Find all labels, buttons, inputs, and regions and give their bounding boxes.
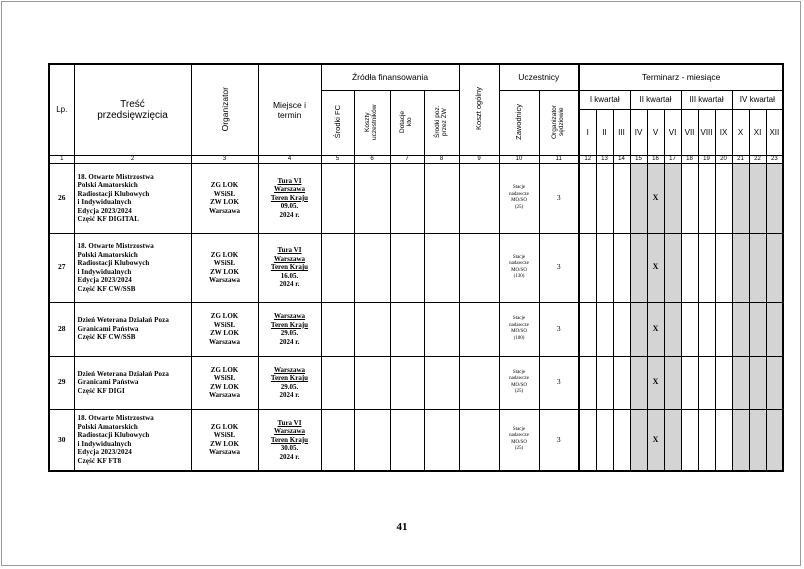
row-tresc-line: Edycja 2023/2024 xyxy=(77,276,132,284)
row-lp: 26 xyxy=(49,163,74,233)
header-month: X xyxy=(732,109,749,155)
row-month-cell xyxy=(596,409,613,471)
row-tresc-line: Polski Amatorskich xyxy=(77,422,138,431)
row-organizator-line: ZW LOK xyxy=(210,329,239,337)
row-zawodnicy xyxy=(499,356,539,409)
row-miejsce-line: Tura VI xyxy=(277,246,302,255)
row-organizator-line: WSiSŁ xyxy=(213,189,236,198)
row-month-cell xyxy=(715,356,732,409)
row-tresc-line: 18. Otwarte Mistrzostwa xyxy=(77,242,154,250)
row-empty-cell xyxy=(321,356,354,409)
header-dotacje-label: Dotacje kto xyxy=(399,110,413,133)
header-lp: Lp. xyxy=(49,64,74,155)
row-month-cell xyxy=(613,356,630,409)
row-miejsce xyxy=(258,356,321,409)
row-zawodnicy xyxy=(499,163,539,233)
column-number: 7 xyxy=(390,155,424,163)
row-organizator xyxy=(191,302,258,356)
row-zawodnicy xyxy=(499,409,539,471)
row-month-cell xyxy=(630,233,647,302)
row-miejsce-line: Teren Kraju xyxy=(270,320,309,329)
row-zawodnicy-line: MO/SO xyxy=(511,329,527,334)
row-month-cell xyxy=(630,409,647,471)
row-miejsce-line: 2024 r. xyxy=(279,280,300,289)
column-number: 19 xyxy=(698,155,715,163)
row-zawodnicy-line: nadawcze xyxy=(509,191,529,197)
row-miejsce-line: Teren Kraju xyxy=(270,193,309,202)
row-tresc-line: Polski Amatorskich xyxy=(77,181,138,189)
row-empty-cell xyxy=(321,302,354,356)
row-tresc-line: Radiostacji Klubowych xyxy=(77,259,150,267)
table-row xyxy=(49,163,783,233)
row-zawodnicy-line: MO/SO xyxy=(511,382,527,388)
header-terminarz: Terminarz - miesiące xyxy=(579,64,783,90)
row-month-cell xyxy=(681,356,698,409)
row-month-cell xyxy=(579,163,596,233)
row-empty-cell xyxy=(459,409,499,471)
header-zawodnicy-label: Zawodnicy xyxy=(514,103,524,140)
row-empty-cell xyxy=(459,163,499,233)
row-month-cell xyxy=(732,302,749,356)
row-zawodnicy-line: (130) xyxy=(513,274,525,279)
row-empty-cell xyxy=(321,163,354,233)
header-month: XI xyxy=(749,109,766,155)
row-tresc-line: Radiostacji Klubowych xyxy=(77,431,150,440)
row-empty-cell xyxy=(354,163,390,233)
row-month-cell xyxy=(766,302,783,356)
row-month-cell xyxy=(715,409,732,471)
row-organizator xyxy=(191,409,258,471)
row-miejsce-line: Teren Kraju xyxy=(270,263,309,272)
row-month-cell xyxy=(715,233,732,302)
row-tresc-line: 18. Otwarte Mistrzostwa xyxy=(77,414,154,423)
column-number: 10 xyxy=(499,155,539,163)
row-month-cell xyxy=(647,302,664,356)
row-organizator-line: ZW LOK xyxy=(210,439,239,448)
table-row xyxy=(49,356,783,409)
column-number: 8 xyxy=(424,155,459,163)
table-body xyxy=(49,163,783,471)
row-month-cell xyxy=(579,302,596,356)
row-miejsce-line: Warszawa xyxy=(273,365,306,374)
column-number: 12 xyxy=(579,155,596,163)
column-number: 23 xyxy=(766,155,783,163)
row-organizator-line: Warszawa xyxy=(208,206,241,215)
header-organizator-sedziowie xyxy=(539,90,579,155)
row-month-cell xyxy=(698,409,715,471)
table-row xyxy=(49,233,783,302)
row-miejsce-line: Warszawa xyxy=(273,185,306,194)
row-sedziowie: 3 xyxy=(539,163,579,233)
row-empty-cell xyxy=(390,163,424,233)
row-tresc xyxy=(74,233,191,302)
row-organizator-line: ZG LOK xyxy=(210,181,239,189)
row-empty-cell xyxy=(390,356,424,409)
header-organizator xyxy=(191,64,258,155)
row-miejsce-line: Warszawa xyxy=(273,427,306,435)
row-zawodnicy xyxy=(499,233,539,302)
row-month-cell xyxy=(681,163,698,233)
row-month-cell xyxy=(766,356,783,409)
header-month: IV xyxy=(630,109,647,155)
column-number-row xyxy=(49,155,783,163)
row-empty-cell xyxy=(424,233,459,302)
row-miejsce-line: Teren Kraju xyxy=(270,435,309,444)
row-month-cell xyxy=(630,163,647,233)
row-month-cell xyxy=(766,163,783,233)
row-tresc xyxy=(74,356,191,409)
row-empty-cell xyxy=(354,233,390,302)
row-month-cell xyxy=(681,302,698,356)
row-month-cell xyxy=(630,356,647,409)
month-mark: X xyxy=(652,434,659,444)
row-empty-cell xyxy=(459,233,499,302)
row-month-cell xyxy=(630,302,647,356)
row-month-cell xyxy=(664,356,681,409)
row-miejsce-line: 30.05. xyxy=(280,444,299,452)
header-koszty-uczestnikow-label: Koszty uczestników xyxy=(364,103,378,140)
row-month-cell xyxy=(749,233,766,302)
column-number: 22 xyxy=(749,155,766,163)
row-month-cell xyxy=(681,409,698,471)
row-tresc-line: Radiostacji Klubowych xyxy=(77,189,150,198)
row-miejsce-line: 2024 r. xyxy=(279,210,300,219)
header-koszt-ogolny xyxy=(459,64,499,155)
row-miejsce xyxy=(258,302,321,356)
row-miejsce xyxy=(258,409,321,471)
column-number: 1 xyxy=(49,155,74,163)
row-tresc-line: 18. Otwarte Mistrzostwa xyxy=(77,172,154,181)
row-zawodnicy xyxy=(499,302,539,356)
row-lp: 28 xyxy=(49,302,74,356)
row-month-cell xyxy=(613,409,630,471)
header-srodki-fc xyxy=(321,90,354,155)
row-miejsce-line: Tura VI xyxy=(277,418,302,427)
column-number: 16 xyxy=(647,155,664,163)
row-zawodnicy-line: Stacje xyxy=(512,316,526,321)
row-zawodnicy-line: Stacje xyxy=(512,254,526,260)
row-miejsce-line: 2024 r. xyxy=(279,391,300,399)
row-tresc-line: Część KF CW/SSB xyxy=(77,333,136,342)
row-month-cell xyxy=(579,233,596,302)
column-number: 4 xyxy=(258,155,321,163)
row-sedziowie: 3 xyxy=(539,356,579,409)
row-miejsce-line: 2024 r. xyxy=(279,337,300,346)
row-lp: 29 xyxy=(49,356,74,409)
row-month-cell xyxy=(596,233,613,302)
row-lp: 30 xyxy=(49,409,74,471)
row-miejsce-line: Teren Kraju xyxy=(270,374,309,382)
row-organizator-line: ZG LOK xyxy=(210,312,239,320)
row-zawodnicy-line: nadawcze xyxy=(509,322,529,328)
row-tresc-line: Dzień Weterana Działań Poza xyxy=(77,369,169,378)
column-number: 13 xyxy=(596,155,613,163)
row-empty-cell xyxy=(459,302,499,356)
row-tresc-line: Część KF CW/SSB xyxy=(77,284,136,293)
row-tresc-line: Część KF FT8 xyxy=(77,456,122,465)
row-organizator-line: ZG LOK xyxy=(210,365,239,374)
row-lp: 27 xyxy=(49,233,74,302)
header-month: I xyxy=(579,109,596,155)
row-organizator-line: WSiSŁ xyxy=(213,320,236,329)
header-month: III xyxy=(613,109,630,155)
month-mark: X xyxy=(652,192,659,202)
row-tresc-line: Część KF DIGI xyxy=(77,386,125,395)
row-zawodnicy-line: Stacje xyxy=(512,426,526,432)
row-tresc-line: Edycja 2023/2024 xyxy=(77,448,132,457)
row-organizator xyxy=(191,356,258,409)
header-month: VIII xyxy=(698,109,715,155)
row-month-cell xyxy=(664,233,681,302)
row-organizator-line: ZW LOK xyxy=(210,267,239,276)
row-sedziowie: 3 xyxy=(539,233,579,302)
row-month-cell xyxy=(698,356,715,409)
month-mark: X xyxy=(652,323,659,333)
row-organizator-line: Warszawa xyxy=(208,337,241,346)
column-number: 5 xyxy=(321,155,354,163)
row-miejsce-line: 16.05. xyxy=(280,271,299,280)
row-month-cell xyxy=(698,233,715,302)
row-zawodnicy-line: (25) xyxy=(514,389,524,394)
page-number: 41 xyxy=(396,521,408,533)
column-number: 18 xyxy=(681,155,698,163)
header-srodki-fc-label: Środki FC xyxy=(332,104,342,139)
row-tresc-line: i Indywidualnych xyxy=(77,198,132,206)
row-miejsce xyxy=(258,233,321,302)
row-miejsce-line: Warszawa xyxy=(273,254,306,263)
row-month-cell xyxy=(749,356,766,409)
header-miejsce xyxy=(258,64,321,155)
row-zawodnicy-line: (100) xyxy=(513,335,525,341)
row-tresc-line: i Indywidualnych xyxy=(77,267,132,276)
row-month-cell xyxy=(664,302,681,356)
header-quarter-2: II kwartał xyxy=(630,90,681,109)
column-number: 17 xyxy=(664,155,681,163)
row-tresc xyxy=(74,302,191,356)
row-month-cell xyxy=(664,163,681,233)
row-zawodnicy-line: nadawcze xyxy=(509,376,529,381)
row-month-cell xyxy=(732,356,749,409)
column-number: 2 xyxy=(74,155,191,163)
header-zawodnicy xyxy=(499,90,539,155)
row-empty-cell xyxy=(424,356,459,409)
row-organizator-line: ZG LOK xyxy=(210,422,239,431)
row-tresc-line: Edycja 2023/2024 xyxy=(77,206,132,215)
header-miejsce-label: Miejsce i termin xyxy=(272,99,307,120)
header-organizator-sedziowie-label: Organizator sędziowie xyxy=(550,104,565,139)
column-number: 14 xyxy=(613,155,630,163)
row-month-cell xyxy=(698,302,715,356)
row-organizator-line: Warszawa xyxy=(208,448,241,457)
row-zawodnicy-line: (25) xyxy=(514,446,524,452)
header-quarter-1: I kwartał xyxy=(579,90,630,109)
row-month-cell xyxy=(664,409,681,471)
row-miejsce-line: Warszawa xyxy=(273,312,306,320)
column-number: 20 xyxy=(715,155,732,163)
header-tresc-label: Treść przedsięwzięcia xyxy=(97,98,168,121)
header-srodki-poz xyxy=(424,90,459,155)
header-quarter-3: III kwartał xyxy=(681,90,732,109)
row-tresc-line: Dzień Weterana Działań Poza xyxy=(77,316,169,325)
column-number: 21 xyxy=(732,155,749,163)
row-month-cell xyxy=(732,163,749,233)
row-zawodnicy-line: Stacje xyxy=(512,185,526,190)
row-tresc-line: Granicami Państwa xyxy=(77,324,139,333)
row-empty-cell xyxy=(424,409,459,471)
row-empty-cell xyxy=(459,356,499,409)
row-miejsce xyxy=(258,163,321,233)
row-zawodnicy-line: nadawcze xyxy=(509,433,529,439)
row-month-cell xyxy=(732,233,749,302)
row-miejsce-line: Tura VI xyxy=(277,176,302,185)
row-month-cell xyxy=(766,409,783,471)
header-koszt-ogolny-label: Koszt ogólny xyxy=(474,87,484,131)
row-empty-cell xyxy=(424,302,459,356)
row-tresc-line: i Indywidualnych xyxy=(77,439,132,448)
row-sedziowie: 3 xyxy=(539,302,579,356)
column-number: 11 xyxy=(539,155,579,163)
header-organizator-label: Organizator xyxy=(219,86,230,131)
header-month: IX xyxy=(715,109,732,155)
row-month-cell xyxy=(732,409,749,471)
month-mark: X xyxy=(652,377,659,387)
header-tresc xyxy=(74,64,191,155)
row-month-cell xyxy=(681,233,698,302)
row-tresc-line: Część KF DIGITAL xyxy=(77,215,139,223)
row-empty-cell xyxy=(424,163,459,233)
row-organizator-line: WSiSŁ xyxy=(213,431,236,440)
row-miejsce-line: 29.05. xyxy=(280,382,299,391)
row-month-cell xyxy=(715,163,732,233)
row-month-cell xyxy=(647,233,664,302)
row-month-cell xyxy=(749,163,766,233)
header-month: II xyxy=(596,109,613,155)
row-month-cell xyxy=(766,233,783,302)
row-month-cell xyxy=(698,163,715,233)
row-month-cell xyxy=(749,409,766,471)
row-miejsce-line: 09.05. xyxy=(280,202,299,211)
header-srodki-poz-label: Środki poz. przez ZW xyxy=(433,105,448,138)
row-organizator-line: Warszawa xyxy=(208,276,241,284)
row-zawodnicy-line: (25) xyxy=(514,204,524,210)
row-miejsce-line: 2024 r. xyxy=(279,452,300,461)
header-dotacje xyxy=(390,90,424,155)
row-month-cell xyxy=(596,302,613,356)
row-organizator-line: Warszawa xyxy=(208,391,241,399)
row-empty-cell xyxy=(354,302,390,356)
row-month-cell xyxy=(613,163,630,233)
row-empty-cell xyxy=(321,233,354,302)
row-sedziowie: 3 xyxy=(539,409,579,471)
row-zawodnicy-line: MO/SO xyxy=(511,198,527,203)
row-zawodnicy-line: nadawcze xyxy=(509,261,529,266)
month-mark: X xyxy=(652,262,659,272)
header-koszty-uczestnikow xyxy=(354,90,390,155)
header-uczestnicy: Uczestnicy xyxy=(499,64,579,90)
header-month: V xyxy=(647,109,664,155)
row-tresc-line: Granicami Państwa xyxy=(77,378,139,387)
column-number: 3 xyxy=(191,155,258,163)
row-empty-cell xyxy=(321,409,354,471)
header-month: VII xyxy=(681,109,698,155)
row-miejsce-line: 29.05. xyxy=(280,329,299,337)
row-empty-cell xyxy=(354,409,390,471)
schedule-table xyxy=(48,63,784,472)
row-tresc xyxy=(74,163,191,233)
row-empty-cell xyxy=(390,233,424,302)
row-tresc-line: Polski Amatorskich xyxy=(77,250,138,259)
row-zawodnicy-line: Stacje xyxy=(512,369,526,375)
table-row xyxy=(49,302,783,356)
row-month-cell xyxy=(613,302,630,356)
row-month-cell xyxy=(749,302,766,356)
row-month-cell xyxy=(715,302,732,356)
row-empty-cell xyxy=(354,356,390,409)
row-organizator xyxy=(191,163,258,233)
row-empty-cell xyxy=(390,409,424,471)
row-organizator-line: ZW LOK xyxy=(210,382,239,391)
row-month-cell xyxy=(647,356,664,409)
row-month-cell xyxy=(579,356,596,409)
row-month-cell xyxy=(596,163,613,233)
row-organizator-line: WSiSŁ xyxy=(213,374,236,382)
header-month: VI xyxy=(664,109,681,155)
row-zawodnicy-line: MO/SO xyxy=(511,439,527,445)
column-number: 9 xyxy=(459,155,499,163)
row-organizator-line: WSiSŁ xyxy=(213,259,236,267)
row-organizator-line: ZW LOK xyxy=(210,198,239,206)
row-month-cell xyxy=(647,163,664,233)
header-month: XII xyxy=(766,109,783,155)
row-month-cell xyxy=(579,409,596,471)
row-zawodnicy-line: MO/SO xyxy=(511,267,527,273)
row-month-cell xyxy=(647,409,664,471)
row-organizator-line: ZG LOK xyxy=(210,250,239,259)
header-quarter-4: IV kwartał xyxy=(732,90,783,109)
row-empty-cell xyxy=(390,302,424,356)
column-number: 15 xyxy=(630,155,647,163)
column-number: 6 xyxy=(354,155,390,163)
row-tresc xyxy=(74,409,191,471)
table-row xyxy=(49,409,783,471)
row-month-cell xyxy=(613,233,630,302)
header-zrodla: Źródła finansowania xyxy=(321,64,459,90)
row-month-cell xyxy=(596,356,613,409)
row-organizator xyxy=(191,233,258,302)
